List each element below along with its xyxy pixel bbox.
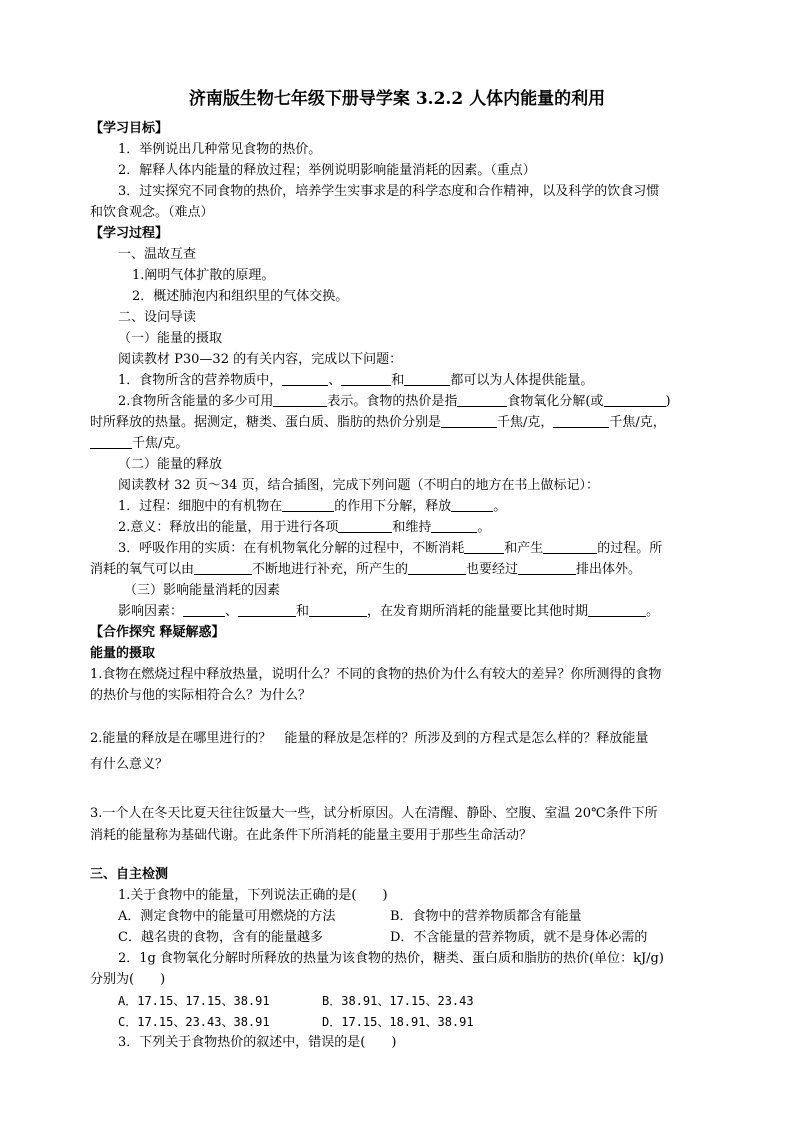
part-3-heading: （三）影响能量消耗的因素 <box>124 583 281 598</box>
test-question-2-line-1: 2．1g 食物氧化分解时所释放的热量为该食物的热价，糖类、蛋白质和脂肪的热价(单位：kJ/g) <box>118 951 664 966</box>
release-item-3-line-2: 消耗的氧气可以由 不断地进行补充，所产生的 也要经过 排出体外。 <box>90 562 642 577</box>
section-learning-goals: 【学习目标】 <box>90 121 169 136</box>
goal-1: 1．举例说出几种常见食物的热价。 <box>118 142 322 157</box>
test-2-option-c[interactable]: C．17.15、23.43、38.91 <box>118 1015 270 1029</box>
answer-blank[interactable] <box>309 603 367 617</box>
review-heading: 一、温故互查 <box>118 247 197 262</box>
answer-blank[interactable] <box>338 519 392 533</box>
question-2-line-3: 千焦/克。 <box>90 435 188 453</box>
answer-blank[interactable] <box>404 372 450 386</box>
goal-3-line-2: 和饮食观念。（难点） <box>90 205 214 220</box>
coop-question-2-line-2: 有什么意义？ <box>90 757 169 772</box>
answer-blank[interactable] <box>282 498 334 512</box>
answer-blank[interactable] <box>441 414 497 428</box>
review-item-1: 1.阐明气体扩散的原理。 <box>132 268 275 283</box>
test-question-2-line-2: 分别为( ) <box>90 972 166 987</box>
answer-blank[interactable] <box>464 540 504 554</box>
section-learning-process: 【学习过程】 <box>90 226 169 241</box>
goal-2: 2．解释人体内能量的释放过程；举例说明影响能量消耗的因素。（重点） <box>118 163 536 178</box>
coop-question-3-line-1: 3.一个人在冬天比夏天往往饭量大一些，试分析原因。人在清醒、静卧、空腹、室温 20℃条件下所 <box>90 806 658 821</box>
coop-question-1-line-2: 的热价与他的实际相符合么？为什么？ <box>90 688 312 703</box>
test-2-option-a[interactable]: A．17.15、17.15、38.91 <box>118 994 270 1008</box>
answer-blank[interactable] <box>273 393 327 407</box>
answer-blank[interactable] <box>604 393 666 407</box>
coop-subheading: 能量的摄取 <box>90 646 156 661</box>
review-item-2: 2．概述肺泡内和组织里的气体交换。 <box>132 289 349 304</box>
test-1-option-d[interactable]: D．不含能量的营养物质，就不是身体必需的 <box>390 930 648 945</box>
answer-blank[interactable] <box>238 603 296 617</box>
answer-blank[interactable] <box>451 498 493 512</box>
test-question-3: 3．下列关于食物热价的叙述中，错误的是( ) <box>118 1035 397 1050</box>
test-question-1: 1.关于食物中的能量，下列说法正确的是( ) <box>118 888 388 903</box>
answer-blank[interactable] <box>90 435 132 449</box>
test-2-option-b[interactable]: B．38.91、17.15、23.43 <box>322 994 474 1008</box>
section-self-test: 三、自主检测 <box>90 867 169 882</box>
answer-blank[interactable] <box>282 372 328 386</box>
release-item-2: 2.意义：释放出的能量，用于进行各项 和维持 。 <box>118 520 491 535</box>
coop-question-1-line-1: 1.食物在燃烧过程中释放热量，说明什么？不同的食物的热价为什么有较大的差异？你所测得的食物 <box>90 667 662 682</box>
test-2-option-d[interactable]: D．17.15、18.91、38.91 <box>322 1015 474 1029</box>
section-cooperative-inquiry: 【合作探究 释疑解惑】 <box>90 625 225 640</box>
reading-instruction-2: 阅读教材 32 页～34 页，结合插图，完成下列问题（不明白的地方在书上做标记）： <box>118 478 599 493</box>
guide-heading: 二、设问导读 <box>118 310 197 325</box>
factors-line: 影响因素： 、 和 ，在发育期所消耗的能量要比其他时期 。 <box>118 604 660 619</box>
answer-blank[interactable] <box>431 519 477 533</box>
part-1-heading: （一）能量的摄取 <box>118 331 223 346</box>
answer-blank[interactable] <box>588 603 646 617</box>
answer-blank[interactable] <box>341 372 391 386</box>
answer-blank[interactable] <box>457 393 507 407</box>
question-1: 1．食物所含的营养物质中， 、 和 都可以为人体提供能量。 <box>118 373 594 388</box>
test-1-option-b[interactable]: B．食物中的营养物质都含有能量 <box>390 909 582 924</box>
release-item-1: 1．过程：细胞中的有机物在 的作用下分解，释放 。 <box>118 499 507 514</box>
reading-instruction-1: 阅读教材 P30—32 的有关内容，完成以下问题： <box>118 352 403 367</box>
release-item-3-line-1: 3．呼吸作用的实质：在有机物氧化分解的过程中，不断消耗 和产生 的过程。所 <box>118 541 663 556</box>
question-2-line-2: 时所释放的热量。据测定，糖类、蛋白质、脂肪的热价分别是 千焦/克， 千焦/克， <box>90 415 666 430</box>
test-1-option-a[interactable]: A．测定食物中的能量可用燃烧的方法 <box>118 909 336 924</box>
coop-question-3-line-2: 消耗的能量称为基础代谢。在此条件下所消耗的能量主要用于那些生命活动？ <box>90 828 533 843</box>
page-title: 济南版生物七年级下册导学案 3.2.2 人体内能量的利用 <box>188 89 606 109</box>
answer-blank[interactable] <box>194 561 252 575</box>
answer-blank[interactable] <box>518 561 576 575</box>
goal-3-line-1: 3．过实探究不同食物的热价，培养学生实事求是的科学态度和合作精神，以及科学的饮食习惯 <box>118 184 660 199</box>
answer-blank[interactable] <box>553 414 609 428</box>
answer-blank[interactable] <box>183 603 225 617</box>
coop-question-2-line-1: 2.能量的释放是在哪里进行的？ 能量的释放是怎样的？所涉及到的方程式是怎么样的？释放能量 <box>90 731 649 746</box>
question-2-line-1: 2.食物所含能量的多少可用 表示。食物的热价是指 食物氧化分解(或 ) <box>118 394 671 409</box>
answer-blank[interactable] <box>408 561 466 575</box>
test-1-option-c[interactable]: C．越名贵的食物，含有的能量越多 <box>118 930 323 945</box>
answer-blank[interactable] <box>543 540 597 554</box>
part-2-heading: （二）能量的释放 <box>118 457 223 472</box>
